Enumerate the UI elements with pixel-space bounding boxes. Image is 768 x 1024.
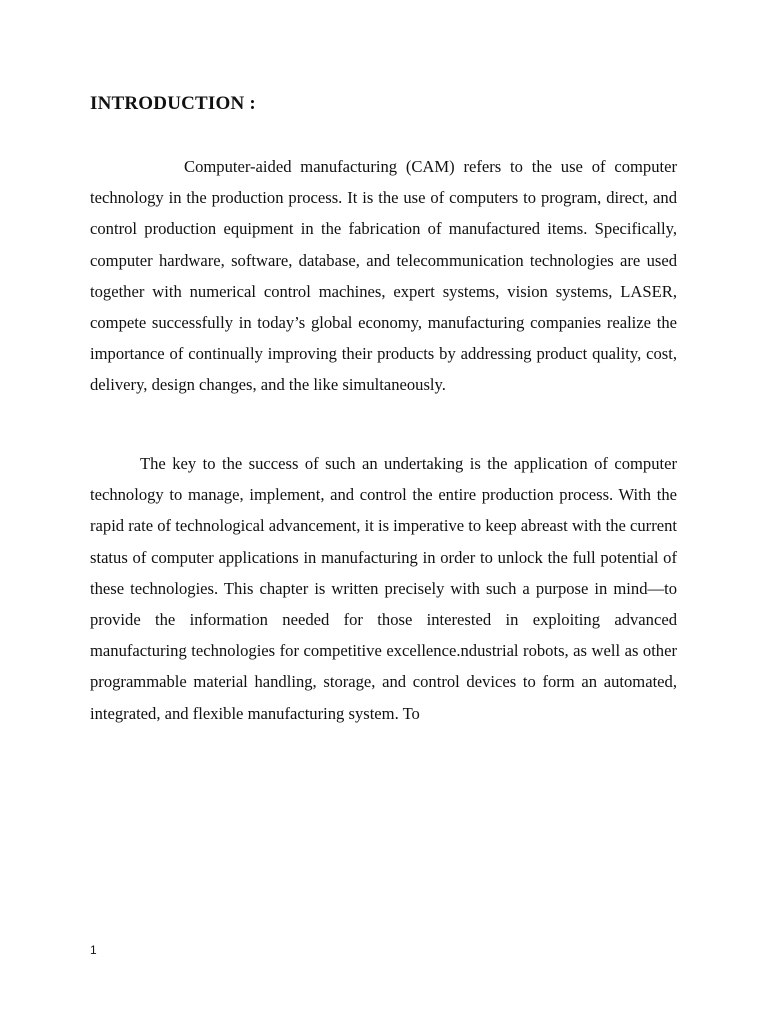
page-number: 1: [90, 943, 97, 957]
section-heading: INTRODUCTION :: [90, 93, 256, 114]
paragraph-cam-definition: Computer-aided manufacturing (CAM) refers to the use of computer technology in the production process. It is the use of computers to program, direct, and control production equipment in the fabrication of manufactured items. Specifically, computer hardware, software, database, and telecommunication technologies are used together with numerical control machines, expert systems, vision systems, LASER, compete successfully in today’s global economy, manufacturing companies realize the importance of continually improving their products by addressing product quality, cost, delivery, design changes, and the like simultaneously.: [90, 157, 677, 395]
paragraph-key-to-success: The key to the success of such an undertaking is the application of computer technology to manage, implement, and control the entire production process. With the rapid rate of technological advancement, it is imperative to keep abreast with the current status of computer applications in manufacturing in order to unlock the full potential of these technologies. This chapter is written precisely with such a purpose in mind—to provide the information needed for those interested in exploiting advanced manufacturing technologies for competitive excellence.ndustrial robots, as well as other programmable material handling, storage, and control devices to form an automated, integrated, and flexible manufacturing system. To: [90, 454, 677, 723]
